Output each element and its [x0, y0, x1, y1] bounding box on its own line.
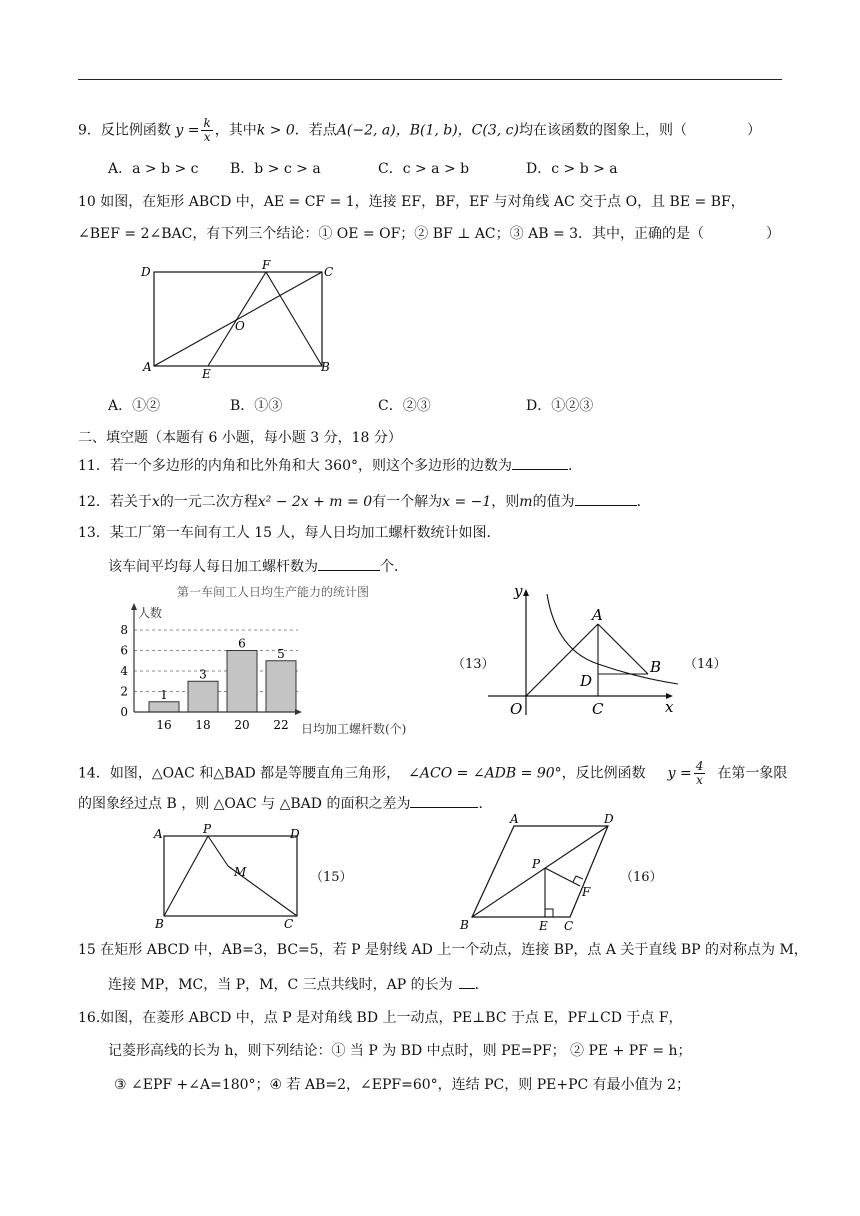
chart-y-tick: 6 — [120, 643, 128, 658]
label-o: O — [510, 700, 523, 718]
chart-x-tick: 18 — [195, 718, 211, 732]
label-d: D — [604, 814, 614, 826]
q15-line-1: 15 在矩形 ABCD 中，AB=3，BC=5，若 P 是射线 AD 上一个动点，连接 BP，点 A 关于直线 BP 的对称点为 M， — [78, 942, 808, 958]
header-rule — [78, 79, 782, 80]
label-y: y — [514, 582, 523, 600]
q14-line-1: 14．如图，△OAC 和△BAD 都是等腰直角三角形， ∠ACO = ∠ADB = 90°，反比例函数 y = $\frac{4}{x}$ 在第一象限 — [78, 759, 788, 787]
q15-figure-tag: （15） — [310, 870, 353, 885]
q9-option-d: D．c > b > a — [526, 161, 618, 177]
chart-x-arrow — [295, 709, 302, 715]
q16-line-2: 记菱形高线的长为 h，则下列结论：① 当 P 为 BD 中点时，则 PE=PF； ② PE + PF = h； — [108, 1043, 692, 1059]
label-b: B — [460, 918, 469, 932]
q14-angle-condition: ∠ACO = ∠ADB = 90° — [408, 765, 562, 782]
q14-figure-tag: （14） — [684, 657, 727, 672]
label-o: O — [235, 319, 245, 333]
label-b: B — [321, 360, 330, 374]
label-a: A — [510, 814, 519, 826]
label-c: C — [324, 265, 334, 279]
segment-bf — [266, 272, 322, 366]
label-b: B — [155, 917, 164, 931]
q12-equation: x² − 2x + m = 0 — [257, 494, 373, 510]
segment-pf — [545, 868, 580, 886]
q13-line-2: 该车间平均每人每日加工螺杆数为 个． — [108, 556, 408, 577]
label-c: C — [284, 917, 294, 931]
chart-title: 第一车间工人日均生产能力的统计图 — [176, 585, 370, 599]
q16-line-1: 16.如图，在菱形 ABCD 中，点 P 是对角线 BD 上一动点，PE⊥BC 于点 E，PF⊥CD 于点 F， — [78, 1010, 683, 1026]
q9-option-b: B．b > c > a — [230, 161, 321, 177]
q9-condition: k > 0 — [256, 122, 295, 139]
label-d: D — [141, 265, 151, 279]
label-m: M — [234, 865, 247, 879]
chart-x-tick: 20 — [234, 718, 250, 732]
q15-line-2: 连接 MP，MC，当 P，M，C 三点共线时，AP 的长为 ． — [108, 974, 489, 995]
q10-line-2: ∠BEF = 2∠BAC，有下列三个结论：① OE = OF；② BF ⊥ AC；③ AB = 3．其中，正确的是（ ） — [78, 226, 781, 242]
question-12: 12．若关于x的一元二次方程x² − 2x + m = 0有一个解为x = −1，则m的值为 ． — [78, 491, 651, 512]
chart-bar — [188, 681, 218, 712]
q13-figure-tag: （13） — [452, 657, 495, 672]
label-p: P — [203, 822, 212, 836]
chart-bar — [149, 702, 179, 712]
chart-data-label: 3 — [199, 667, 207, 682]
q12-answer-blank — [575, 491, 637, 506]
label-c: C — [592, 700, 604, 718]
rectangle-abcd — [164, 836, 297, 916]
q10-option-d: D．①②③ — [526, 398, 594, 414]
label-x: x — [665, 698, 674, 716]
chart-y-tick: 4 — [120, 664, 128, 678]
right-angle-e — [545, 909, 553, 917]
section-heading: 二、填空题（本题有 6 小题，每小题 3 分，18 分） — [78, 430, 402, 446]
q10-option-a: A．①② — [108, 398, 161, 414]
question-11: 11．若一个多边形的内角和比外角和大 360°，则这个多边形的边数为 ． — [78, 455, 582, 476]
q11-answer-blank — [512, 455, 568, 470]
q9-points: A(−2, a)，B(1, b)，C(3, c) — [336, 122, 519, 139]
q12-solution: x = −1 — [442, 494, 492, 510]
label-b: B — [650, 658, 662, 676]
label-c: C — [564, 919, 574, 933]
q9-function-lhs: y = — [175, 122, 200, 139]
q13-line-1: 13．某工厂第一车间有工人 15 人，每人日均加工螺杆数统计如图． — [78, 525, 501, 541]
q16-rhombus-figure — [452, 814, 627, 934]
q14-line-2: 的图象经过点 B ，则 △OAC 与 △BAD 的面积之差为 ． — [78, 793, 492, 814]
q16-line-3: ③ ∠EPF +∠A=180°；④ 若 AB=2，∠EPF=60°，连结 PC，则 PE+PC 有最小值为 2； — [114, 1077, 691, 1093]
q9-option-a: A．a > b > c — [108, 161, 199, 177]
q13-bar-chart — [108, 580, 453, 740]
q14-fraction: $\frac{4}{x}$ — [695, 759, 704, 787]
chart-bar — [266, 661, 296, 712]
label-f: F — [262, 260, 271, 272]
label-f: F — [582, 885, 591, 899]
q9-text: 反比例函数 — [100, 122, 171, 139]
chart-y-label: 人数 — [138, 606, 163, 620]
label-a: A — [592, 606, 603, 624]
chart-y-tick: 8 — [120, 623, 128, 637]
q9-fraction: $\frac{k}{x}$ — [203, 116, 211, 144]
label-d: D — [290, 827, 300, 841]
q14-answer-blank — [410, 793, 478, 808]
question-9: 9．反比例函数 y = $\frac{k}{x}$ ，其中k > 0．若点A(−2, a)，B(1, b)，C(3, c)均在该函数的图象上，则（ ） — [78, 116, 761, 144]
chart-x-label: 日均加工螺杆数(个) — [301, 722, 407, 736]
q10-option-c: C．②③ — [378, 398, 431, 414]
chart-y-tick: 2 — [120, 684, 128, 699]
q15-answer-blank — [459, 974, 475, 989]
chart-y-tick: 0 — [120, 705, 128, 719]
label-p: P — [532, 857, 541, 871]
chart-bar — [227, 651, 257, 713]
chart-data-label: 6 — [238, 636, 246, 651]
q14-coordinate-figure — [478, 580, 688, 725]
q16-figure-tag: （16） — [620, 870, 663, 885]
label-a: A — [154, 827, 163, 841]
label-d: D — [580, 672, 593, 690]
label-a: A — [143, 360, 152, 374]
q13-answer-blank — [318, 556, 380, 571]
right-angle-f — [573, 876, 583, 882]
q10-option-b: B．①③ — [230, 398, 283, 414]
segment-pm — [208, 836, 228, 866]
chart-x-tick: 16 — [156, 718, 172, 732]
q9-number: 9． — [78, 122, 101, 139]
segment-bp — [164, 836, 208, 916]
q10-line-1: 10 如图，在矩形 ABCD 中，AE = CF = 1，连接 EF，BF，EF 与对角线 AC 交于点 O，且 BE = BF， — [78, 194, 745, 210]
chart-y-arrow — [131, 603, 137, 610]
chart-data-label: 1 — [160, 687, 168, 702]
chart-x-tick: 22 — [273, 718, 289, 732]
y-axis-arrow — [523, 589, 529, 596]
chart-data-label: 5 — [277, 646, 285, 661]
q9-option-c: C．c > a > b — [378, 161, 470, 177]
q15-rectangle-figure — [150, 822, 310, 932]
label-e: E — [539, 919, 548, 933]
q10-rectangle-figure — [138, 260, 338, 385]
label-e: E — [202, 367, 211, 381]
